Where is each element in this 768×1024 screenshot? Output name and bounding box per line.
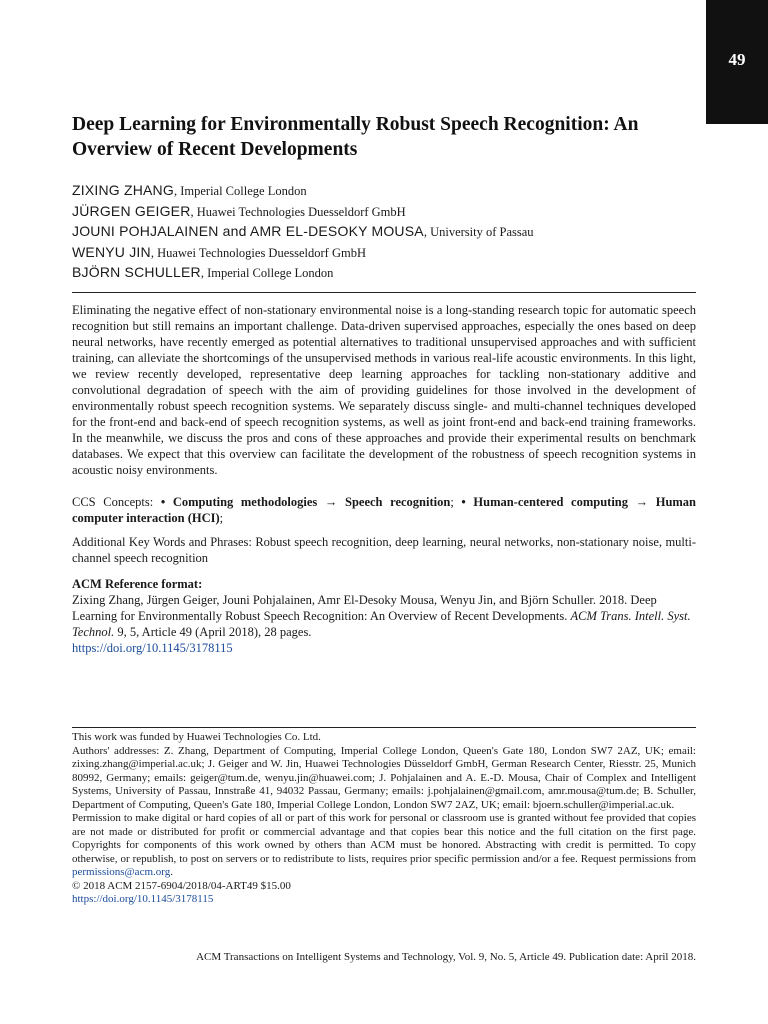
paper-title: Deep Learning for Environmentally Robust Speech Recognition: An Overview of Recent Developments [72,114,639,160]
author-affiliation: , Huawei Technologies Duesseldorf GmbH [150,245,366,260]
ccs-item-hci: • Human-centered computing → Human computer interaction (HCI) [72,495,697,525]
author-list [72,181,692,284]
reference-format [72,576,696,656]
reference-heading: ACM Reference format: [72,577,203,591]
author-affiliation: , Huawei Technologies Duesseldorf GmbH [190,204,406,219]
reference-citation [72,592,696,656]
footnote-divider [72,727,696,728]
author-line [72,202,692,223]
permission-note [72,812,696,880]
header-divider [72,292,696,293]
copyright-note: © 2018 ACM 2157-6904/2018/04-ART49 $15.00 [72,879,291,892]
ccs-item-computing: • Computing methodologies → Speech recognition [160,495,451,509]
author-affiliation: , Imperial College London [200,266,334,280]
author-addresses: Authors' addresses: Z. Zhang, Department of Computing, Imperial College London, Queen's Gate 180, London SW7 2AZ, UK; email: zixing.zhang@imperial.ac.uk; J. Geiger and W. Jin, Huawei Technologies Düsseldorf GmbH, German Research Center, Riesstr. 25, Munich 80992, Germany; emails: geiger@tum.de, wenyu.jin@huawei.com; J. Pohjalainen and A. E.-D. Mousa, Chair of Complex and Intelligent Systems, University of Passau, Innstraße 41, 94032 Passau, Germany; emails: j.pohjalainen@gmail.com, amr.mousa@tum.de; B. Schuller, Department of Computing, Queen's Gate 180, Imperial College London, London SW7 2AZ, UK; email: bjoern.schuller@imperial.ac.uk. [72,744,696,811]
footnote-doi-link[interactable]: https://doi.org/10.1145/3178115 [72,893,214,905]
ccs-label: CCS Concepts: [72,495,161,509]
permission-text: Permission to make digital or hard copies of all or part of this work for personal or classroom use is granted without fee provided that copies are not made or distributed for profit or commercial advantage and that copies bear this notice and the full citation on the first page. Copyrights for components of this work owned by others than ACM must be honored. Abstracting with credit is permitted. To copy otherwise, or republish, to post on servers or to redistribute to lists, requires prior specific permission and/or a fee. Request permissions from [72,812,696,865]
page-number: 49 [728,50,746,69]
author-affiliation: , University of Passau [423,225,534,239]
abstract: Eliminating the negative effect of non-stationary environmental noise is a long-standing research topic for automatic speech recognition but still remains an important challenge. Data-driven supervised approaches, especially the ones based on deep neural networks, have recently emerged as potential alternatives to traditional unsupervised approaches and with sufficient training, can alleviate the shortcomings of the unsupervised methods in various real-life acoustic environments. In this light, we review recently developed, representative deep learning approaches for tackling non-stationary additive and convolutional degradation of speech with the aim of providing guidelines for those involved in the development of environmentally robust speech recognition systems. We separately discuss single- and multi-channel techniques developed for the front-end and back-end of speech recognition systems, as well as joint front-end and back-end training frameworks. In the meanwhile, we discuss the pros and cons of these approaches and provide their experimental results on benchmark databases. We expect that this overview can facilitate the development of the robustness of speech recognition systems in acoustic noisy environments. [72,303,696,477]
reference-doi-link[interactable]: https://doi.org/10.1145/3178115 [72,641,233,655]
author-name: WENYU JIN [72,243,151,260]
ccs-concepts [72,494,696,526]
ccs-separator: ; [450,495,462,509]
author-name: ZIXING ZHANG [72,182,174,198]
author-line [72,243,692,264]
ccs-end: ; [219,511,224,525]
author-line [72,181,692,202]
permission-email-link[interactable]: permissions@acm.org [72,866,171,878]
permission-end: . [170,866,173,878]
reference-details: 9, 5, Article 49 (April 2018), 28 pages. [114,625,312,639]
author-name: JÜRGEN GEIGER [72,202,191,219]
funding-note: This work was funded by Huawei Technologies Co. Ltd. [72,731,321,743]
author-name: BJÖRN SCHULLER [72,264,201,280]
page-number-tab [706,0,768,124]
footnote-doi-line [72,893,696,907]
author-line [72,263,692,284]
page-footer: ACM Transactions on Intelligent Systems and Technology, Vol. 9, No. 5, Article 49. Publication date: April 2018. [196,951,696,963]
author-line [72,222,692,243]
keywords: Additional Key Words and Phrases: Robust speech recognition, deep learning, neural networks, non-stationary noise, multi-channel speech recognition [72,535,696,565]
author-affiliation: , Imperial College London [173,184,307,198]
reference-journal: ACM Trans. Intell. Syst. Technol. [72,609,691,639]
author-name: JOUNI POHJALAINEN and AMR EL-DESOKY MOUSA [72,223,424,239]
footnotes [72,731,696,907]
reference-authors: Zixing Zhang, Jürgen Geiger, Jouni Pohjalainen, Amr El-Desoky Mousa, Wenyu Jin, and Björn Schuller. 2018. Deep Learning for Environmentally Robust Speech Recognition: An Overview of Recent Developments. [72,593,657,623]
